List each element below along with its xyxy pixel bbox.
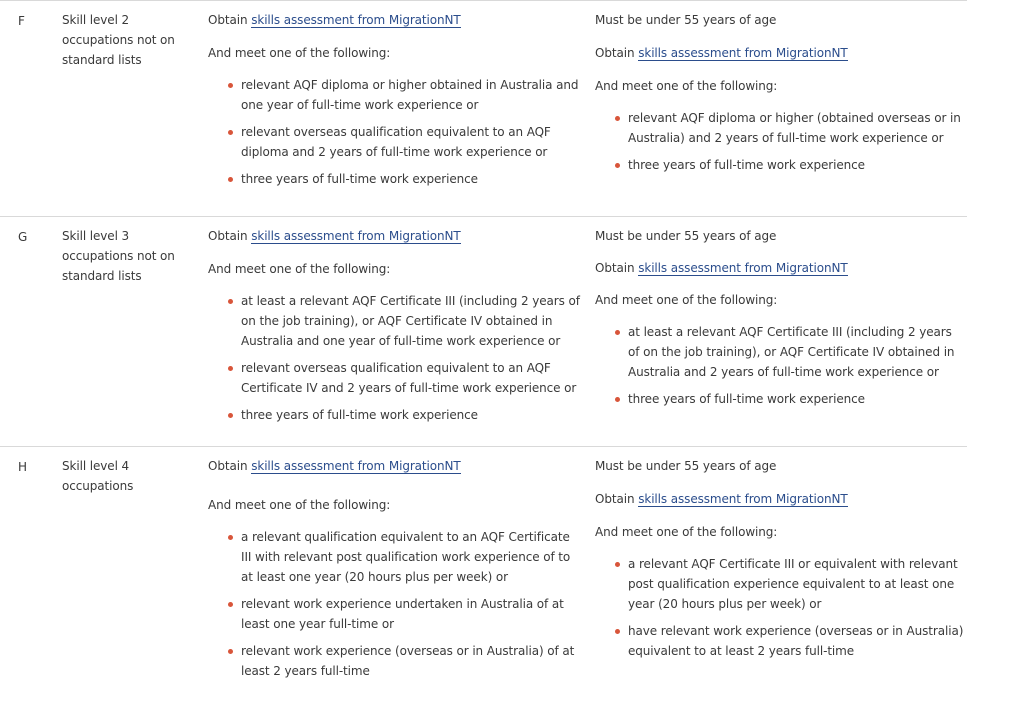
list-item-line: relevant work experience undertaken in Australia of at [241, 597, 564, 611]
list-item [208, 405, 580, 425]
list-item-line: relevant overseas qualification equivalent to an AQF [241, 361, 551, 375]
skills-assessment-link[interactable]: skills assessment from MigrationNT [638, 492, 848, 506]
list-item-line: Australia) and 2 years of full-time work experience or [628, 131, 944, 145]
list-item-line: relevant AQF diploma or higher obtained in Australia and [241, 78, 579, 92]
obtain-prefix: Obtain [208, 13, 248, 27]
occupation-name-line: standard lists [62, 269, 142, 283]
list-item [208, 75, 580, 115]
list-item-line: at least one year (20 hours plus per week) or [241, 570, 508, 584]
occupation-name-line: Skill level 2 [62, 13, 130, 27]
list-item-line: one year of full-time work experience or [241, 98, 479, 112]
row-id-text: F [18, 14, 25, 28]
list-item-line: III with relevant post qualification work experience of to [241, 550, 571, 564]
occupation-name-line: Skill level 4 [62, 459, 130, 473]
list-item [208, 291, 580, 351]
obtain-line [595, 43, 965, 63]
additional-requirements-cell [595, 226, 965, 416]
list-item-line: on the job training), or AQF Certificate IV obtained in [241, 314, 553, 328]
list-item-line: have relevant work experience (overseas or in Australia) [628, 624, 964, 638]
obtain-line [208, 456, 580, 476]
list-item [208, 594, 580, 634]
bullet-icon [615, 116, 620, 121]
meet-one-text: And meet one of the following: [595, 79, 778, 93]
requirements-cell [208, 10, 580, 196]
skills-assessment-link[interactable]: skills assessment from MigrationNT [251, 459, 461, 473]
bullet-icon [615, 330, 620, 335]
occupation-name [62, 10, 192, 70]
list-item-line: year (20 hours plus per week) or [628, 597, 822, 611]
meet-one-text: And meet one of the following: [208, 262, 391, 276]
additional-requirements-cell [595, 456, 965, 668]
list-item-line: a relevant qualification equivalent to an AQF Certificate [241, 530, 570, 544]
bullet-icon [228, 177, 233, 182]
list-item-line: relevant work experience (overseas or in Australia) of at [241, 644, 575, 658]
meet-one-text: And meet one of the following: [208, 498, 391, 512]
requirements-list [208, 75, 580, 189]
list-item-line: three years of full-time work experience [628, 158, 865, 172]
obtain-prefix: Obtain [595, 492, 635, 506]
bullet-icon [228, 366, 233, 371]
list-item [208, 122, 580, 162]
bullet-icon [228, 535, 233, 540]
list-item [595, 554, 965, 614]
occupation-name-line: occupations not on [62, 33, 175, 47]
list-item [595, 108, 965, 148]
list-item-line: Australia and 2 years of full-time work experience or [628, 365, 939, 379]
list-item [595, 621, 965, 661]
requirements-cell [208, 456, 580, 688]
row-id-text: G [18, 230, 28, 244]
occupation-name-line: occupations [62, 479, 134, 493]
skills-assessment-link[interactable]: skills assessment from MigrationNT [251, 13, 461, 27]
list-item-line: relevant AQF diploma or higher (obtained overseas or in [628, 111, 961, 125]
occupation-name-line: occupations not on [62, 249, 175, 263]
obtain-line [595, 489, 965, 509]
bullet-icon [228, 413, 233, 418]
list-item [595, 322, 965, 382]
requirements-list [208, 527, 580, 681]
table-row-g [0, 216, 967, 447]
list-item-line: relevant overseas qualification equivalent to an AQF [241, 125, 551, 139]
list-item-line: at least a relevant AQF Certificate III (including 2 years of [241, 294, 580, 308]
skills-assessment-link[interactable]: skills assessment from MigrationNT [251, 229, 461, 243]
list-item [595, 389, 965, 409]
meet-one-text: And meet one of the following: [595, 293, 778, 307]
list-item-line: at least a relevant AQF Certificate III (including 2 years [628, 325, 952, 339]
skills-assessment-link[interactable]: skills assessment from MigrationNT [638, 261, 848, 275]
list-item-line: three years of full-time work experience [241, 408, 478, 422]
bullet-icon [615, 397, 620, 402]
age-requirement: Must be under 55 years of age [595, 229, 777, 243]
bullet-icon [228, 299, 233, 304]
bullet-icon [228, 83, 233, 88]
additional-requirements-cell [595, 10, 965, 182]
meet-one-text: And meet one of the following: [595, 525, 778, 539]
table-row-h [0, 446, 967, 701]
age-requirement: Must be under 55 years of age [595, 459, 777, 473]
bullet-icon [615, 163, 620, 168]
obtain-prefix: Obtain [595, 261, 635, 275]
list-item [595, 155, 965, 175]
row-id [18, 227, 48, 247]
requirements-list [595, 322, 965, 409]
bullet-icon [228, 649, 233, 654]
list-item [208, 527, 580, 587]
meet-one-text: And meet one of the following: [208, 46, 391, 60]
occupation-name-line: standard lists [62, 53, 142, 67]
row-id-text: H [18, 460, 27, 474]
list-item-line: Certificate IV and 2 years of full-time work experience or [241, 381, 577, 395]
list-item-line: diploma and 2 years of full-time work experience or [241, 145, 548, 159]
list-item-line: least one year full-time or [241, 617, 394, 631]
requirements-list [595, 108, 965, 175]
requirements-list [595, 554, 965, 661]
bullet-icon [228, 130, 233, 135]
bullet-icon [228, 602, 233, 607]
obtain-line [595, 258, 965, 278]
list-item-line: three years of full-time work experience [241, 172, 478, 186]
list-item-line: Australia and one year of full-time work experience or [241, 334, 561, 348]
list-item-line: three years of full-time work experience [628, 392, 865, 406]
list-item-line: a relevant AQF Certificate III or equivalent with relevant [628, 557, 958, 571]
occupation-name [62, 456, 192, 496]
skills-assessment-link[interactable]: skills assessment from MigrationNT [638, 46, 848, 60]
row-id [18, 11, 48, 31]
list-item [208, 641, 580, 681]
list-item-line: equivalent to at least 2 years full-time [628, 644, 855, 658]
list-item-line: of on the job training), or AQF Certificate IV obtained in [628, 345, 955, 359]
requirements-list [208, 291, 580, 425]
obtain-line [208, 226, 580, 246]
age-requirement: Must be under 55 years of age [595, 13, 777, 27]
obtain-prefix: Obtain [595, 46, 635, 60]
requirements-cell [208, 226, 580, 432]
obtain-prefix: Obtain [208, 229, 248, 243]
bullet-icon [615, 562, 620, 567]
row-id [18, 457, 48, 477]
list-item [208, 358, 580, 398]
list-item [208, 169, 580, 189]
occupation-name [62, 226, 192, 286]
bullet-icon [615, 629, 620, 634]
occupation-name-line: Skill level 3 [62, 229, 130, 243]
list-item-line: post qualification experience equivalent to at least one [628, 577, 955, 591]
obtain-prefix: Obtain [208, 459, 248, 473]
table-row-f [0, 0, 967, 217]
list-item-line: least 2 years full-time [241, 664, 370, 678]
obtain-line [208, 10, 580, 30]
